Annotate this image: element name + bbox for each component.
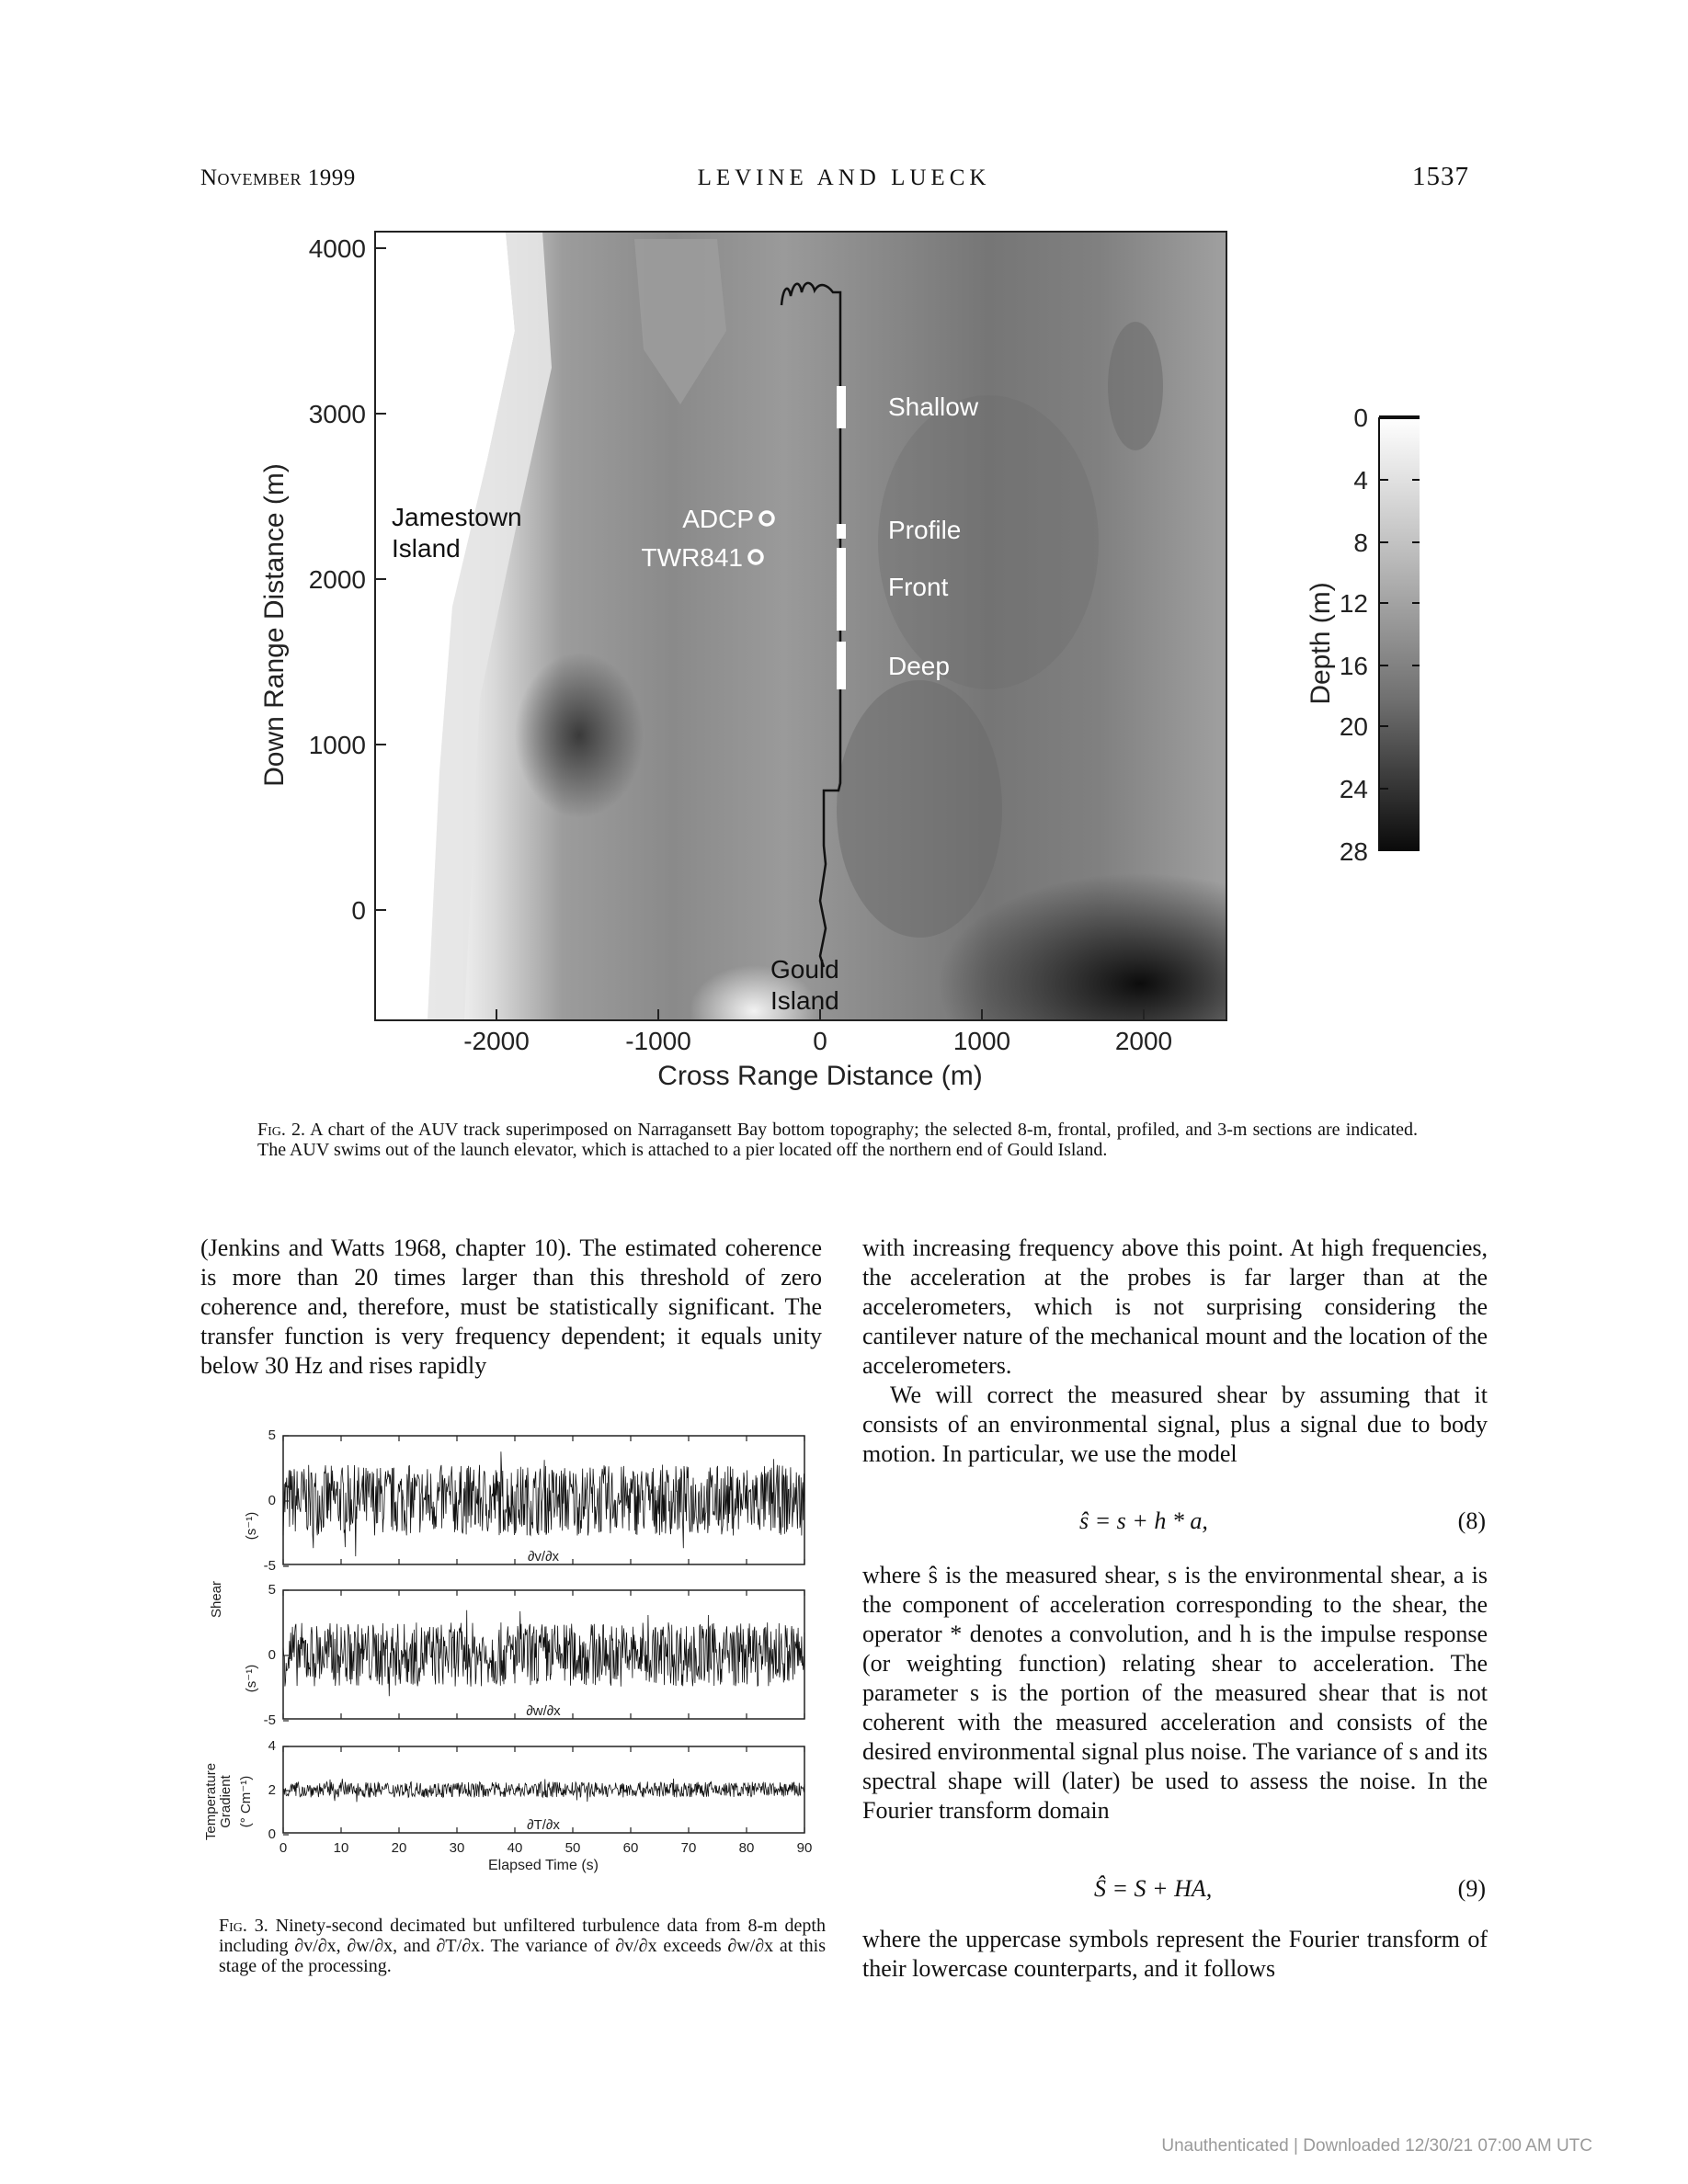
- y-tick-label: 4000: [308, 234, 366, 263]
- time-series-trace: [283, 1610, 804, 1697]
- colorbar-tick-label: 12: [1339, 589, 1368, 618]
- x-tick-label: 50: [565, 1840, 581, 1856]
- x-tick-label: 80: [738, 1840, 755, 1856]
- figure-2-caption-text: A chart of the AUV track superimposed on Narragansett Bay bottom topography; the selected 8-m, frontal, profiled, and 3-m sections are indicated. The AUV swims out of the launch elevator, which is attached to a pier located off the northern end of Gould Island.: [257, 1120, 1418, 1160]
- figure-2-caption-label: Fig. 2.: [257, 1120, 306, 1140]
- x-tick-label: 30: [449, 1840, 465, 1856]
- panel-variable-label: ∂v/∂x: [528, 1549, 559, 1564]
- figure-3-caption: [219, 1916, 826, 1976]
- x-tick-label: 60: [622, 1840, 639, 1856]
- running-header-authors: LEVINE AND LUECK: [697, 165, 991, 190]
- unit-label-shear: (s⁻¹): [244, 1664, 259, 1693]
- y-tick-label: 2000: [308, 565, 366, 594]
- label-twr841: TWR841: [641, 543, 743, 572]
- colorbar-label: Depth (m): [1306, 582, 1336, 705]
- unit-label-temperature-gradient: (° Cm⁻¹): [238, 1775, 254, 1828]
- y-tick-label: -5: [263, 1558, 276, 1574]
- colorbar-tick-label: 4: [1353, 466, 1368, 495]
- label-deep: Deep: [888, 652, 950, 680]
- download-watermark: Unauthenticated | Downloaded 12/30/21 07:00 AM UTC: [1161, 2136, 1592, 2156]
- figure-3-panels: [264, 1428, 804, 1842]
- equation-9: Ŝ = S + HA,: [1094, 1875, 1213, 1902]
- label-gould: Gould: [770, 955, 839, 984]
- y-tick-label: 5: [268, 1582, 276, 1598]
- page-number: 1537: [1412, 162, 1469, 191]
- y-tick-label: 1000: [308, 731, 366, 759]
- body-paragraph: where the uppercase symbols represent the Fourier transform of their lowercase counterparts, and it follows: [862, 1926, 1488, 1982]
- body-paragraph: (Jenkins and Watts 1968, chapter 10). The estimated coherence is more than 20 times larger than this threshold of zero coherence and, therefore, must be statistically significant. The transfer function is very frequency dependent; it equals unity below 30 Hz and rises rapidly: [200, 1234, 822, 1379]
- y-tick-label: 0: [351, 896, 366, 925]
- y-tick-label: 0: [268, 1493, 276, 1508]
- colorbar-tick-label: 0: [1353, 404, 1368, 432]
- time-series-trace: [283, 1451, 804, 1556]
- x-tick-label: 40: [507, 1840, 523, 1856]
- x-tick-label: -2000: [463, 1027, 530, 1055]
- label-front: Front: [888, 573, 949, 601]
- x-axis-label: Cross Range Distance (m): [657, 1061, 983, 1091]
- x-tick-label: 90: [796, 1840, 813, 1856]
- x-tick-label: 0: [813, 1027, 827, 1055]
- panel-variable-label: ∂T/∂x: [527, 1817, 560, 1833]
- figure-3-caption-label: Fig. 3.: [219, 1916, 268, 1936]
- body-paragraph: with increasing frequency above this point. At high frequencies, the acceleration at the probes is far larger than at the accelerometers, which is not surprising considering the cantilever nature of the mechanical mount and the location of the accelerometers.: [862, 1234, 1488, 1379]
- x-tick-label: 10: [333, 1840, 349, 1856]
- colorbar-tick-label: 20: [1339, 712, 1368, 741]
- time-series-trace: [283, 1779, 804, 1802]
- x-tick-label: 20: [391, 1840, 407, 1856]
- colorbar-tick-label: 16: [1339, 652, 1368, 680]
- label-jamestown-island: Island: [392, 534, 461, 563]
- figure-2-topography-map: [239, 221, 1489, 1103]
- y-tick-label: 0: [268, 1647, 276, 1663]
- label-jamestown: Jamestown: [392, 503, 522, 531]
- panel-frame: [283, 1590, 804, 1719]
- x-tick-label: 70: [680, 1840, 697, 1856]
- depth-colorbar: [1379, 417, 1420, 851]
- equation-8: ŝ = s + h * a,: [1079, 1507, 1208, 1534]
- colorbar-tick-label: 28: [1339, 837, 1368, 866]
- x-tick-label: 1000: [952, 1027, 1011, 1055]
- colorbar-tick-label: 24: [1339, 775, 1368, 803]
- bathymetry-shading: [375, 232, 1342, 1094]
- label-shallow: Shallow: [888, 392, 979, 421]
- right-column-end: [862, 1925, 1488, 1984]
- group-label-gradient: Gradient: [218, 1775, 234, 1828]
- group-label-shear: Shear: [209, 1580, 224, 1619]
- x-tick-label: 2000: [1114, 1027, 1173, 1055]
- y-tick-label: 3000: [308, 400, 366, 428]
- figure-3-caption-text: Ninety-second decimated but unfiltered turbulence data from 8-m depth including ∂v/∂x, ∂w/∂x, and ∂T/∂x. The variance of ∂v/∂x exceeds ∂w/∂x at this stage of the processing.: [219, 1916, 826, 1976]
- x-axis-label: Elapsed Time (s): [487, 1858, 599, 1873]
- left-column: [200, 1234, 822, 1381]
- x-tick-label: 0: [279, 1840, 288, 1856]
- label-profile: Profile: [888, 516, 962, 544]
- x-tick-label: -1000: [625, 1027, 691, 1055]
- equation-8-number: (8): [1457, 1507, 1486, 1534]
- unit-label-shear: (s⁻¹): [244, 1511, 259, 1541]
- right-column: [862, 1234, 1488, 1469]
- y-tick-label: 0: [268, 1826, 276, 1842]
- y-tick-label: 5: [268, 1428, 276, 1443]
- running-header-date: November 1999: [200, 165, 356, 190]
- figure-2-caption: [257, 1120, 1418, 1160]
- right-column-continued: [862, 1561, 1488, 1826]
- label-adcp: ADCP: [682, 505, 754, 533]
- body-paragraph: where ŝ is the measured shear, s is the environmental shear, a is the component of acceleration corresponding to the shear, the operator * denotes a convolution, and h is the impulse response (or weighting function) relating shear to acceleration. The parameter s is the portion of the measured shear that is not coherent with the measured acceleration and consists of the desired environmental signal plus noise. The variance of s and its spectral shape will (later) be used to assess the noise. In the Fourier transform domain: [862, 1562, 1488, 1824]
- figure-3-turbulence-timeseries: [193, 1425, 837, 1884]
- equation-9-number: (9): [1457, 1875, 1486, 1902]
- y-tick-label: -5: [263, 1712, 276, 1728]
- y-axis-label: Down Range Distance (m): [259, 463, 290, 787]
- colorbar-tick-label: 8: [1353, 529, 1368, 557]
- group-label-temperature: Temperature: [203, 1762, 219, 1841]
- body-paragraph: We will correct the measured shear by assuming that it consists of an environmental signal, plus a signal due to body motion. In particular, we use the model: [862, 1382, 1488, 1467]
- y-tick-label: 4: [268, 1738, 276, 1754]
- y-tick-label: 2: [268, 1782, 276, 1798]
- panel-variable-label: ∂w/∂x: [526, 1703, 561, 1719]
- label-gould-island: Island: [770, 986, 839, 1015]
